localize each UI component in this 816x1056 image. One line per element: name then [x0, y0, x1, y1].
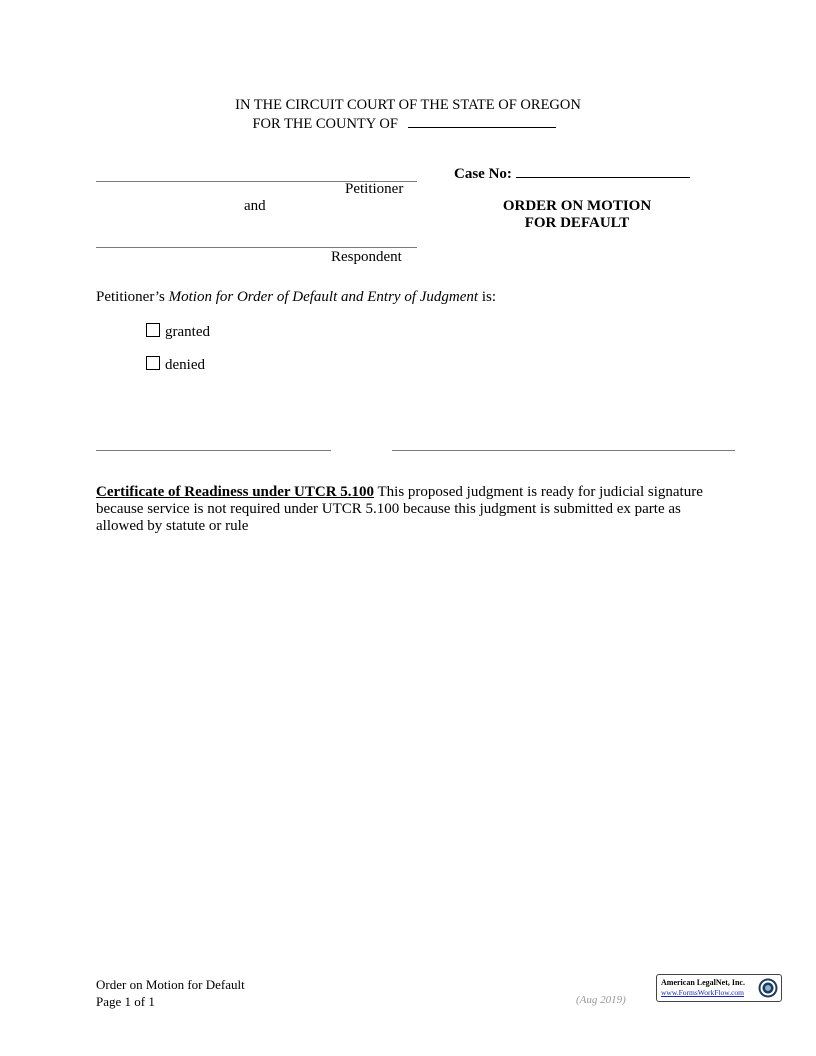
county-blank[interactable]	[408, 115, 556, 128]
motion-sentence	[96, 289, 496, 306]
and-label: and	[244, 198, 266, 214]
judge-signature-line[interactable]	[392, 450, 735, 451]
logo-seal-icon	[758, 978, 778, 998]
case-no-blank[interactable]	[516, 163, 690, 178]
motion-prefix: Petitioner’s	[96, 289, 165, 305]
american-legalnet-logo[interactable]	[656, 974, 782, 1002]
certificate-of-readiness	[96, 484, 726, 535]
option-denied[interactable]	[146, 356, 205, 374]
logo-url[interactable]: www.FormsWorkFlow.com	[661, 988, 745, 997]
county-label: FOR THE COUNTY OF	[252, 116, 398, 132]
court-name: IN THE CIRCUIT COURT OF THE STATE OF OREGON	[235, 97, 581, 113]
granted-label: granted	[165, 324, 210, 340]
motion-suffix: is:	[481, 289, 496, 305]
denied-checkbox[interactable]	[146, 356, 160, 370]
footer	[96, 976, 245, 1010]
court-heading	[0, 96, 816, 134]
respondent-label: Respondent	[331, 249, 402, 265]
document-title	[477, 198, 677, 232]
respondent-name-line[interactable]	[96, 247, 417, 248]
case-no-label: Case No:	[454, 166, 512, 182]
motion-title: Motion for Order of Default and Entry of Judgment	[168, 289, 479, 305]
footer-page-number: Page 1 of 1	[96, 994, 155, 1009]
title-line-2: FOR DEFAULT	[524, 215, 630, 231]
case-number	[454, 163, 690, 183]
granted-checkbox[interactable]	[146, 323, 160, 337]
logo-company: American LegalNet, Inc.	[661, 978, 745, 987]
denied-label: denied	[165, 357, 205, 373]
footer-revision-date: (Aug 2019)	[576, 994, 626, 1006]
date-signature-line[interactable]	[96, 450, 331, 451]
county-line	[0, 115, 816, 134]
certificate-heading: Certificate of Readiness under UTCR 5.100	[96, 484, 375, 500]
footer-form-name: Order on Motion for Default	[96, 977, 245, 992]
option-granted[interactable]	[146, 323, 210, 341]
petitioner-label: Petitioner	[345, 181, 404, 197]
title-line-1: ORDER ON MOTION	[502, 198, 652, 214]
certificate-text: This proposed judgment is ready for judicial signature because service is not required under UTCR 5.100 because this judgment is submitted ex parte as allowed by statute or rule	[96, 484, 703, 534]
